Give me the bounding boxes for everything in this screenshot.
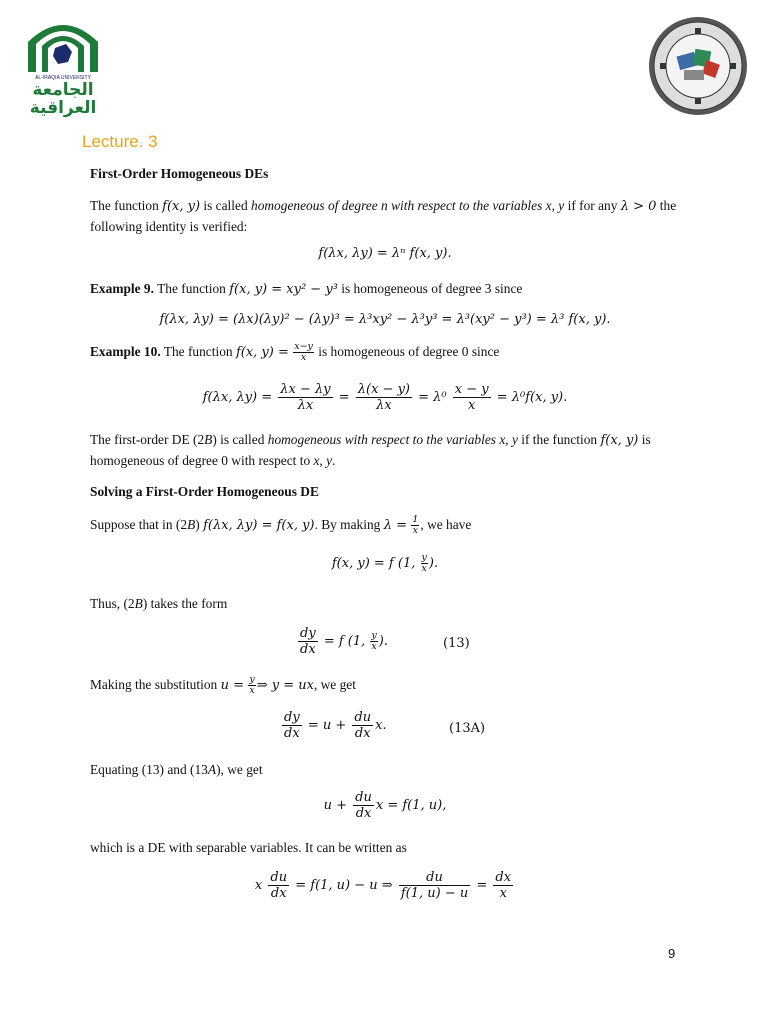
paragraph-definition: The function f(x, y) is called homogeneous of degree n with respect to the variables x, y if for any λ > 0 the following identity is verified: bbox=[90, 198, 677, 234]
equation-f-substitution: f(x, y) = f (1, $\frac{y}{x}$ ). bbox=[331, 552, 439, 574]
equation-example-10: f(λx, λy) = $\frac{\lambda x - \lambda y}{\lambda x}$ = $\frac{\lambda(x - y)}{\lambda x}$ = λ⁰ $\frac{x - y}{x}$ = λ⁰f(x, y). bbox=[202, 382, 568, 413]
paragraph-homogeneous-de: The first-order DE (2B) is called homogeneous with respect to the variables x, y if the function f(x, y) is homogeneous of degree 0 with respect to x, y. bbox=[90, 432, 651, 468]
equation-separated-form: x $\frac{du}{dx}$ = f(1, u) − u ⇒ $\frac{du}{f(1, u) - u}$ = $\frac{dx}{x}$ bbox=[254, 870, 512, 901]
equation-example-9: f(λx, λy) = (λx)(λy)² − (λy)³ = λ³xy² − λ³y³ = λ³(xy² − y³) = λ³ f(x, y). bbox=[159, 312, 611, 327]
arch-emblem-icon bbox=[18, 14, 108, 72]
logo-arabic-line2: العراقية bbox=[29, 98, 97, 118]
equation-number-13A: (13A) bbox=[449, 721, 486, 736]
paragraph-thus: Thus, (2B) takes the form bbox=[90, 596, 228, 611]
gear-seal-icon bbox=[648, 14, 748, 118]
college-seal-right bbox=[648, 14, 748, 118]
equation-homogeneity: f(λx, λy) = λⁿ f(x, y). bbox=[318, 246, 452, 261]
section-heading-solving: Solving a First-Order Homogeneous DE bbox=[90, 484, 319, 499]
paragraph-making-substitution: Making the substitution u = $\frac{y}{x}$ ⇒ y = ux, we get bbox=[90, 674, 356, 697]
logo-caption: AL-IRAQIA UNIVERSITY bbox=[35, 75, 91, 81]
logo-arabic-line1: الجامعة bbox=[32, 80, 94, 100]
paragraph-suppose: Suppose that in (2B) f(λx, λy) = f(x, y). By making λ = $\frac{1}{x}$ , we have bbox=[90, 514, 472, 537]
equation-u-separable: u + $\frac{du}{dx}$ x = f(1, u), bbox=[323, 790, 447, 821]
page-number: 9 bbox=[668, 946, 676, 961]
lecture-title: Lecture. 3 bbox=[82, 132, 158, 151]
paragraph-separable: which is a DE with separable variables. It can be written as bbox=[90, 840, 407, 855]
paragraph-equating: Equating (13) and (13A), we get bbox=[90, 762, 263, 777]
university-logo-left bbox=[18, 14, 108, 118]
section-heading-homogeneous: First-Order Homogeneous DEs bbox=[90, 166, 269, 181]
example-9: Example 9. The function f(x, y) = xy² − y³ is homogeneous of degree 3 since bbox=[90, 281, 523, 297]
equation-number-13: (13) bbox=[443, 636, 470, 651]
example-10: Example 10. The function f(x, y) = $\frac{x-y}{x}$ is homogeneous of degree 0 since bbox=[90, 341, 500, 364]
